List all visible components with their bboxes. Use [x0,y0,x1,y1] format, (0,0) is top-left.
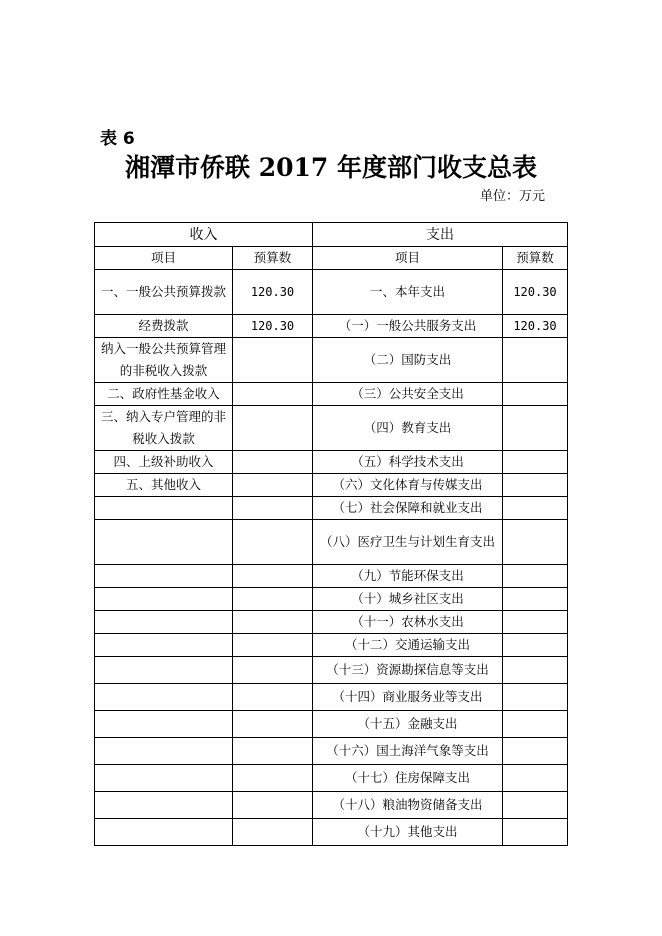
expense-item-cell: （十）城乡社区支出 [313,588,503,611]
income-value-cell [233,738,313,765]
income-value-cell [233,792,313,819]
expense-item-cell: 一、本年支出 [313,270,503,315]
expense-value-cell [503,611,568,634]
table-row [95,711,568,738]
expense-value-cell [503,474,568,497]
income-item-cell [95,520,233,565]
expense-value-cell [503,338,568,383]
income-item-cell: 五、其他收入 [95,474,233,497]
expense-value-cell [503,634,568,657]
expense-item-cell: （十一）农林水支出 [313,611,503,634]
budget-summary-table [94,222,568,846]
table-row [95,634,568,657]
income-item-cell: 三、纳入专户管理的非税收入拨款 [95,406,233,451]
expense-value-cell [503,792,568,819]
table-number: 表 6 [100,129,135,149]
expense-item-cell: （十四）商业服务业等支出 [313,684,503,711]
expense-value-cell [503,451,568,474]
income-item-cell: 一、一般公共预算拨款 [95,270,233,315]
expense-item-cell: （三）公共安全支出 [313,383,503,406]
expense-budget-header: 预算数 [503,247,568,270]
income-item-cell [95,792,233,819]
expense-value-cell [503,406,568,451]
table-row [95,383,568,406]
income-item-cell: 纳入一般公共预算管理的非税收入拨款 [95,338,233,383]
income-item-cell [95,738,233,765]
income-value-cell [233,634,313,657]
expense-item-cell: （四）教育支出 [313,406,503,451]
table-row [95,819,568,846]
expense-item-header: 项目 [313,247,503,270]
expense-value-cell [503,711,568,738]
income-value-cell [233,474,313,497]
income-item-cell: 二、政府性基金收入 [95,383,233,406]
table-row [95,765,568,792]
table-row [95,497,568,520]
income-value-cell [233,711,313,738]
income-value-cell [233,565,313,588]
expense-value-cell [503,565,568,588]
income-value-cell [233,657,313,684]
table-row [95,338,568,383]
expense-item-cell: （十六）国土海洋气象等支出 [313,738,503,765]
table-row [95,565,568,588]
expense-item-cell: （十八）粮油物资储备支出 [313,792,503,819]
income-item-cell [95,497,233,520]
table-row [95,451,568,474]
income-item-cell [95,684,233,711]
expense-value-cell [503,588,568,611]
income-value-cell [233,406,313,451]
expense-value-cell [503,684,568,711]
income-item-cell [95,588,233,611]
income-value-cell [233,451,313,474]
income-value-cell [233,338,313,383]
income-value-cell: 120.30 [233,270,313,315]
expense-item-cell: （二）国防支出 [313,338,503,383]
income-item-cell [95,711,233,738]
income-value-cell [233,588,313,611]
table-header-row [95,223,568,247]
expense-value-cell: 120.30 [503,270,568,315]
income-item-cell [95,657,233,684]
expense-value-cell [503,657,568,684]
expense-item-cell: （九）节能环保支出 [313,565,503,588]
expense-value-cell [503,497,568,520]
income-header: 收入 [95,223,313,247]
expense-header: 支出 [313,223,568,247]
income-item-cell [95,765,233,792]
income-value-cell [233,765,313,792]
expense-item-cell: （十七）住房保障支出 [313,765,503,792]
income-item-cell [95,611,233,634]
table-row [95,792,568,819]
table-row [95,588,568,611]
page-title: 湘潭市侨联 2017 年度部门收支总表 [125,153,537,182]
income-budget-header: 预算数 [233,247,313,270]
income-item-cell [95,565,233,588]
expense-item-cell: （八）医疗卫生与计划生育支出 [313,520,503,565]
table-row [95,657,568,684]
expense-value-cell [503,520,568,565]
income-item-cell: 四、上级补助收入 [95,451,233,474]
expense-value-cell: 120.30 [503,315,568,338]
expense-item-cell: （五）科学技术支出 [313,451,503,474]
income-value-cell [233,383,313,406]
expense-item-cell: （十三）资源勘探信息等支出 [313,657,503,684]
income-value-cell [233,611,313,634]
table-subheader-row [95,247,568,270]
table-row [95,315,568,338]
expense-item-cell: （七）社会保障和就业支出 [313,497,503,520]
expense-item-cell: （一）一般公共服务支出 [313,315,503,338]
income-value-cell: 120.30 [233,315,313,338]
income-value-cell [233,520,313,565]
unit-label: 单位：万元 [480,189,546,204]
expense-value-cell [503,765,568,792]
expense-item-cell: （十二）交通运输支出 [313,634,503,657]
income-item-header: 项目 [95,247,233,270]
expense-value-cell [503,819,568,846]
expense-value-cell [503,738,568,765]
table-row [95,406,568,451]
expense-item-cell: （十五）金融支出 [313,711,503,738]
income-value-cell [233,497,313,520]
table-row [95,611,568,634]
table-row [95,520,568,565]
table-row [95,270,568,315]
table-row [95,684,568,711]
income-item-cell [95,819,233,846]
expense-item-cell: （六）文化体育与传媒支出 [313,474,503,497]
income-value-cell [233,819,313,846]
table-row [95,474,568,497]
income-item-cell: 经费拨款 [95,315,233,338]
expense-value-cell [503,383,568,406]
income-value-cell [233,684,313,711]
income-item-cell [95,634,233,657]
table-row [95,738,568,765]
expense-item-cell: （十九）其他支出 [313,819,503,846]
